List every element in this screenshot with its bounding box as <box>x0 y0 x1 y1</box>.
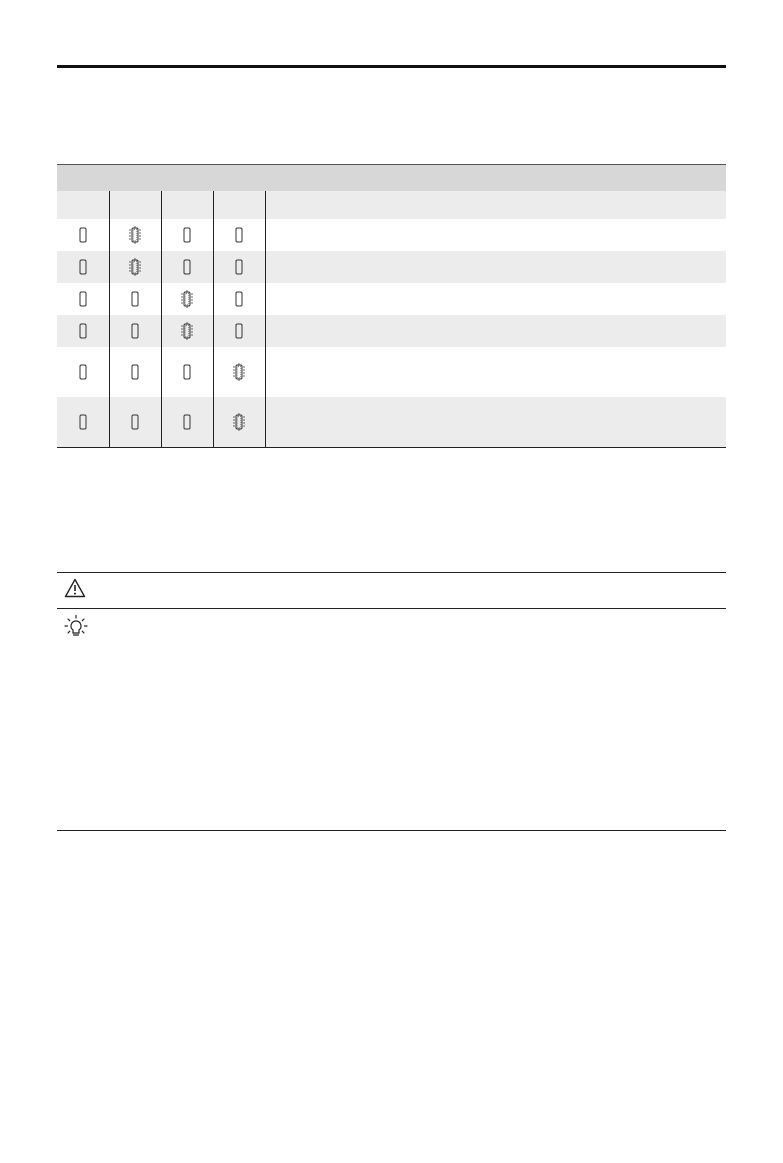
led-off-icon <box>76 290 90 308</box>
led4-cell <box>213 347 265 397</box>
led3-cell <box>161 397 213 448</box>
led1-column-header <box>57 191 109 219</box>
warning-top-rule <box>57 572 726 573</box>
led-off-icon <box>232 322 246 340</box>
tip-top-rule <box>57 608 726 609</box>
led4-cell <box>213 283 265 315</box>
led1-cell <box>57 347 109 397</box>
led-blinking-icon <box>128 258 142 276</box>
status-description-cell <box>265 347 726 397</box>
led-off-icon <box>232 258 246 276</box>
led-off-icon <box>128 290 142 308</box>
led4-cell <box>213 315 265 347</box>
status-description-cell <box>265 315 726 347</box>
led-off-icon <box>76 363 90 381</box>
warning-triangle-icon <box>64 578 86 598</box>
led1-cell <box>57 219 109 251</box>
led-off-icon <box>76 258 90 276</box>
led-off-icon <box>128 363 142 381</box>
status-description-cell <box>265 219 726 251</box>
led2-cell <box>109 347 161 397</box>
led3-cell <box>161 315 213 347</box>
led2-cell <box>109 283 161 315</box>
lightbulb-icon <box>63 614 89 640</box>
led2-cell <box>109 397 161 448</box>
led3-cell <box>161 283 213 315</box>
led-off-icon <box>180 226 194 244</box>
led1-cell <box>57 315 109 347</box>
led-off-icon <box>180 258 194 276</box>
led-off-icon <box>76 413 90 431</box>
led4-column-header <box>213 191 265 219</box>
led-status-row <box>57 397 726 448</box>
led2-cell <box>109 315 161 347</box>
led-status-row <box>57 347 726 397</box>
led4-cell <box>213 397 265 448</box>
table-subheader-row <box>57 191 726 219</box>
led-off-icon <box>180 413 194 431</box>
led4-cell <box>213 219 265 251</box>
led2-cell <box>109 251 161 283</box>
status-description-cell <box>265 251 726 283</box>
led3-cell <box>161 219 213 251</box>
led1-cell <box>57 251 109 283</box>
led-off-icon <box>232 290 246 308</box>
led-off-icon <box>128 322 142 340</box>
header-rule <box>57 65 726 68</box>
led-status-row <box>57 219 726 251</box>
led2-cell <box>109 219 161 251</box>
led-blinking-icon <box>232 413 246 431</box>
led3-cell <box>161 251 213 283</box>
led-blinking-icon <box>180 322 194 340</box>
led-off-icon <box>128 413 142 431</box>
led-off-icon <box>76 322 90 340</box>
led1-cell <box>57 283 109 315</box>
table-header-row <box>57 165 726 192</box>
status-description-cell <box>265 397 726 448</box>
led-blinking-icon <box>180 290 194 308</box>
led4-cell <box>213 251 265 283</box>
led2-column-header <box>109 191 161 219</box>
led-off-icon <box>232 226 246 244</box>
led3-cell <box>161 347 213 397</box>
led-blinking-icon <box>232 363 246 381</box>
status-description-cell <box>265 283 726 315</box>
led-status-row <box>57 315 726 347</box>
battery-led-table <box>57 164 726 448</box>
led-status-row <box>57 283 726 315</box>
description-column-header <box>265 191 726 219</box>
led3-column-header <box>161 191 213 219</box>
led-blinking-icon <box>128 226 142 244</box>
led-status-row <box>57 251 726 283</box>
led1-cell <box>57 397 109 448</box>
led-off-icon <box>76 226 90 244</box>
led-off-icon <box>180 363 194 381</box>
tip-bottom-rule <box>57 830 726 831</box>
